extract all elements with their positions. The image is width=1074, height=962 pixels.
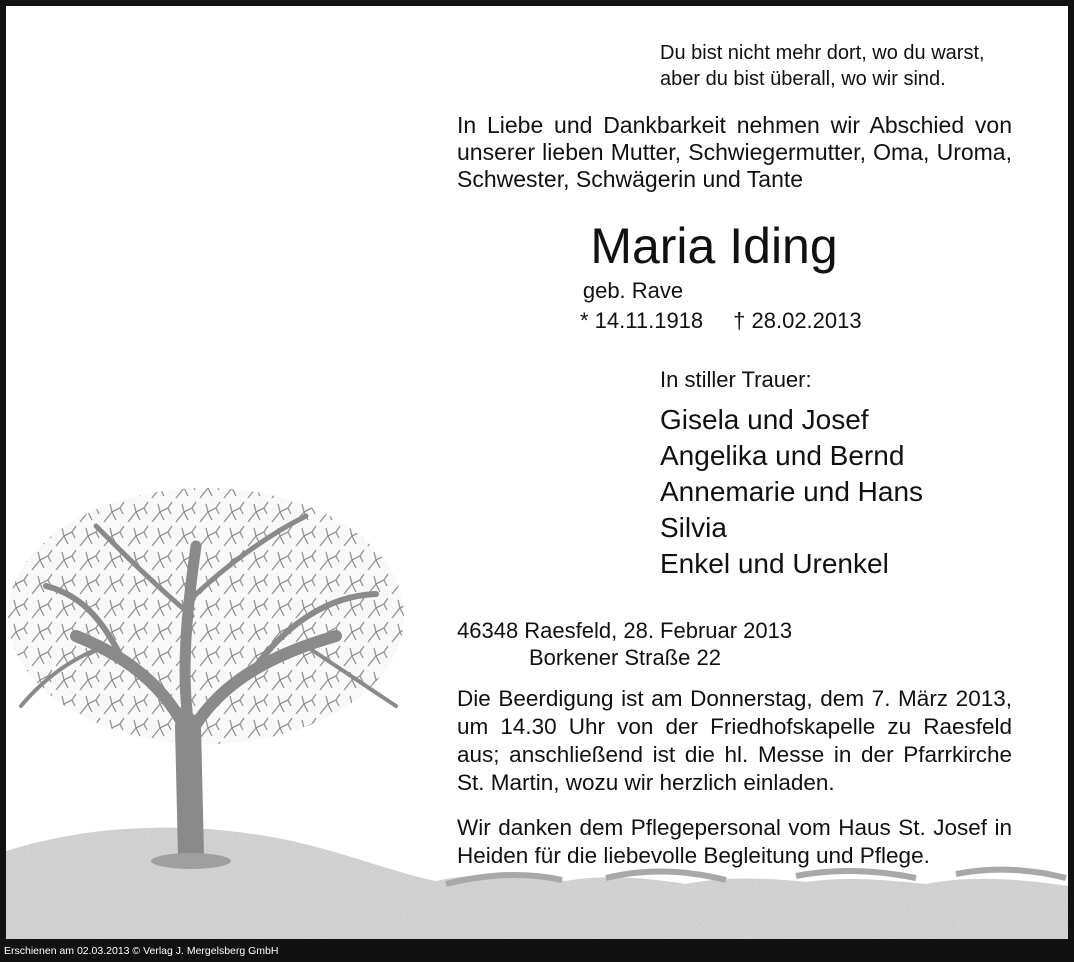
birth-date: * 14.11.1918 <box>580 308 704 333</box>
funeral-notice: Die Beerdigung ist am Donnerstag, dem 7. März 2013, um 14.30 Uhr von der Friedhofskapelle zu Raesfeld aus; anschließend ist die hl. Messe in der Pfarrkirche St. Martin, wozu wir herzlich einladen. <box>457 686 1012 795</box>
motto-quote <box>660 40 985 92</box>
place-date: 46348 Raesfeld, 28. Februar 2013 <box>457 618 793 643</box>
death-date: † 28.02.2013 <box>733 308 862 333</box>
mourner-item: Gisela und Josef <box>660 404 869 435</box>
intro-text: In Liebe und Dankbarkeit nehmen wir Abschied von unserer lieben Mutter, Schwiegermutter, Oma, Uroma, Schwester, Schwägerin und Tante <box>457 112 1012 192</box>
mourning-label: In stiller Trauer: <box>660 367 812 392</box>
mourner-item: Angelika und Bernd <box>660 440 905 471</box>
mourner-list <box>660 402 923 582</box>
street-address: Borkener Straße 22 <box>529 645 721 670</box>
mourner-item: Enkel und Urenkel <box>660 548 889 579</box>
maiden-name: geb. Rave <box>582 278 684 303</box>
deceased-name: Maria Iding <box>590 218 838 274</box>
life-dates <box>580 308 862 334</box>
motto-line-1: Du bist nicht mehr dort, wo du warst, <box>660 42 985 64</box>
publication-footer: Erschienen am 02.03.2013 © Verlag J. Mergelsberg GmbH <box>4 945 279 957</box>
mourner-item: Annemarie und Hans <box>660 476 924 507</box>
thanks-note: Wir danken dem Pflegepersonal vom Haus St. Josef in Heiden für die liebevolle Begleitung und Pflege. <box>457 815 1012 868</box>
motto-line-2: aber du bist überall, wo wir sind. <box>660 68 946 90</box>
mourner-item: Silvia <box>660 512 727 543</box>
obituary-card <box>6 6 1068 939</box>
